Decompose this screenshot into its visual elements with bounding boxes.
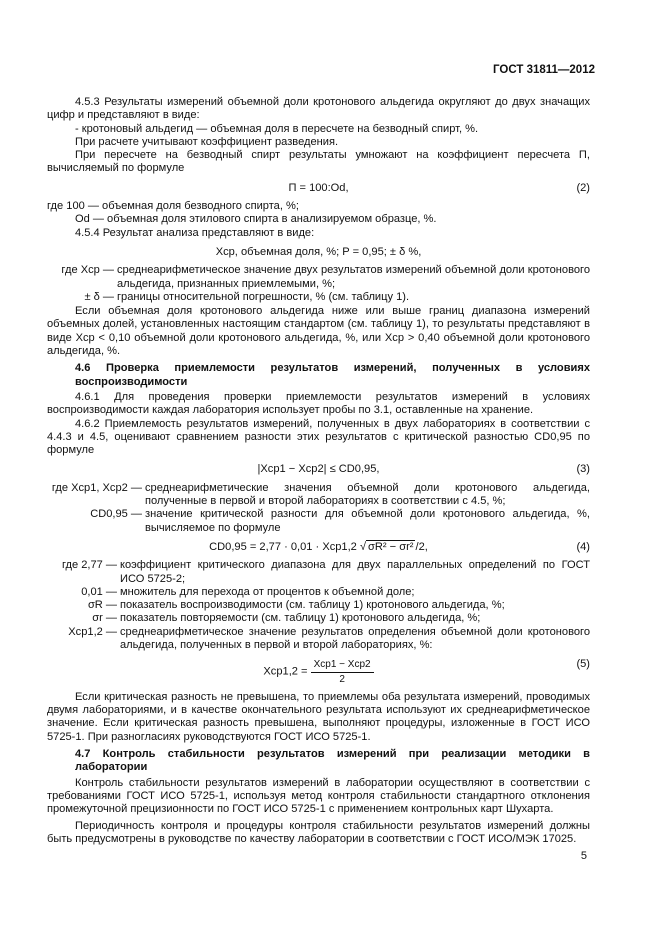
bullet-item: - кротоновый альдегид — объемная доля в пересчете на безводный спирт, %. (75, 122, 479, 135)
definition-text: среднеарифметические значения объемной доли кротонового альдегида, полученные в первой и второй лабораториях в соответствии с 4.5, %; (145, 481, 590, 508)
fraction (311, 658, 374, 686)
formula-lhs: CD0,95 = 2,77 · 0,01 · Xср1,2 (209, 540, 357, 553)
definition-term: где Xср — (61, 264, 114, 277)
formula-number: (4) (576, 540, 590, 553)
definition-row (47, 291, 590, 304)
denominator: 2 (339, 673, 345, 685)
page-number: 5 (580, 850, 587, 862)
definition-list (47, 482, 590, 535)
section-heading-4-6: 4.6 Проверка приемлемости результатов измерений, полученных в условиях воспроизводимости (75, 362, 590, 388)
paragraph-4-6-2: 4.6.2 Приемлемость результатов измерений, полученных в двух лабораториях в соответствии с 4.4.3 и 4.5, оценивают сравнением разности этих результатов с критической разностью CD0,95 по формуле (47, 417, 590, 457)
definition: где 100 — объемная доля безводного спирта, %; (47, 200, 299, 213)
definition-row (47, 612, 590, 625)
definition-term: 0,01 — (81, 585, 117, 598)
formula-number: (2) (576, 181, 590, 194)
formula-4 (47, 541, 590, 554)
page-body (47, 96, 590, 846)
section-heading-4-7: 4.7 Контроль стабильности результатов измерений при реализации методики в лаборатории (75, 748, 590, 774)
definition-list (47, 559, 590, 652)
definition-row (47, 482, 590, 509)
definition-row (47, 508, 590, 535)
definition-term: где 2,77 — (61, 559, 117, 572)
definition-text: множитель для перехода от процентов к объемной доле; (120, 585, 415, 598)
definition-text: значение критической разности для объемной доли кротонового альдегида, %, вычисляемое по формуле (145, 508, 590, 534)
formula-text: |Xср1 − Xср2| ≤ CD0,95, (257, 463, 380, 476)
paragraph-4-5-4: 4.5.4 Результат анализа представляют в виде: (75, 226, 315, 239)
definition-row (47, 559, 590, 586)
definition-term: σr — (92, 612, 117, 625)
definition-row (47, 264, 590, 291)
definition-term: σR — (87, 599, 117, 612)
definition-text: границы относительной погрешности, % (см. таблицу 1). (117, 290, 410, 303)
formula-text: П = 100:Оd, (288, 181, 349, 194)
definition-term: где Xср1, Xср2 — (51, 481, 142, 494)
formula-number: (5) (576, 658, 590, 671)
paragraph-4-6-1: 4.6.1 Для проведения проверки приемлемости результатов измерений в условиях воспроизводимости каждая лаборатория использует пробы по 3.1, оставленные на хранение. (47, 390, 590, 417)
definition-text: среднеарифметическое значение результатов определения объемной доли кротонового альдегида, полученных в первой и второй лабораториях, %: (120, 625, 590, 651)
definition: Оd — объемная доля этилового спирта в анализируемом образце, %. (75, 213, 437, 226)
sqrt-sign: √ (359, 540, 367, 553)
paragraph: Периодичность контроля и процедуры контроля стабильности результатов измерений должны быть предусмотрены в руководстве по качеству лаборатории в соответствии с ГОСТ ИСО/МЭК 17025. (47, 819, 590, 845)
paragraph: Контроль стабильности результатов измерений в лаборатории осуществляют в соответствии с требованиями ГОСТ ИСО 5725-1, используя метод контроля стабильности стандартного отклонения промежуточной прецизионности по ГОСТ ИСО 5725-1 с применением контрольных карт Шухарта. (47, 776, 590, 816)
definition-text: показатель воспроизводимости (см. таблицу 1) кротонового альдегида, %; (120, 599, 505, 612)
formula-3 (47, 463, 590, 476)
paragraph: При пересчете на безводный спирт результаты умножают на коэффициент пересчета П, вычисляемый по формуле (47, 149, 590, 175)
formula-lhs: Xср1,2 = (263, 666, 308, 679)
formula-tail: /2, (415, 540, 428, 553)
formula-5 (47, 658, 590, 686)
definition-term: ± δ — (84, 290, 114, 303)
definition-text: показатель повторяемости (см. таблицу 1) кротонового альдегида, %; (120, 612, 481, 625)
definition-term: Xср1,2 — (68, 625, 117, 638)
formula-2 (47, 182, 590, 195)
definition-text: коэффициент критического диапазона для двух параллельных определений по ГОСТ ИСО 5725-2; (120, 559, 590, 585)
result-format (47, 246, 590, 259)
formula-number: (3) (576, 463, 590, 476)
numerator: Xср1 − Xср2 (311, 658, 374, 672)
definition-row (47, 599, 590, 612)
paragraph: При расчете учитывают коэффициент разведения. (75, 135, 339, 148)
definition-text: среднеарифметическое значение двух результатов измерений объемной доли кротонового альдегида, признанных приемлемыми, %; (117, 264, 590, 290)
paragraph: Если критическая разность не превышена, то приемлемы оба результата измерений, проводимых двумя лабораториями, и в качестве окончательного результата используют их среднеарифметическое значение. Если критическая разность превышена, выполняют процедуры, изложенные в ГОСТ ИСО 5725-1. При разногласиях руководствуются ГОСТ ИСО 5725-1. (47, 690, 590, 743)
standard-code-header: ГОСТ 31811—2012 (493, 64, 595, 76)
definition-row (47, 586, 590, 599)
paragraph-4-5-3: 4.5.3 Результаты измерений объемной доли кротонового альдегида округляют до двух значащих цифр и представляют в виде: (47, 96, 590, 122)
paragraph: Если объемная доля кротонового альдегида ниже или выше границ диапазона измерений объемных долей, установленных настоящим стандартом (см. таблицу 1), то результаты представляют в виде Xср < 0,10 объемной доли кротонового альдегида, %, или Xср > 0,40 объемной доли кротонового альдегида, %. (47, 305, 590, 358)
definition-list (47, 264, 590, 304)
radicand: σR² − σr² (368, 540, 414, 553)
definition-term: CD0,95 — (90, 508, 142, 521)
formula-text: Xср, объемная доля, %; P = 0,95; ± δ %, (215, 245, 422, 258)
definition-row (47, 626, 590, 653)
